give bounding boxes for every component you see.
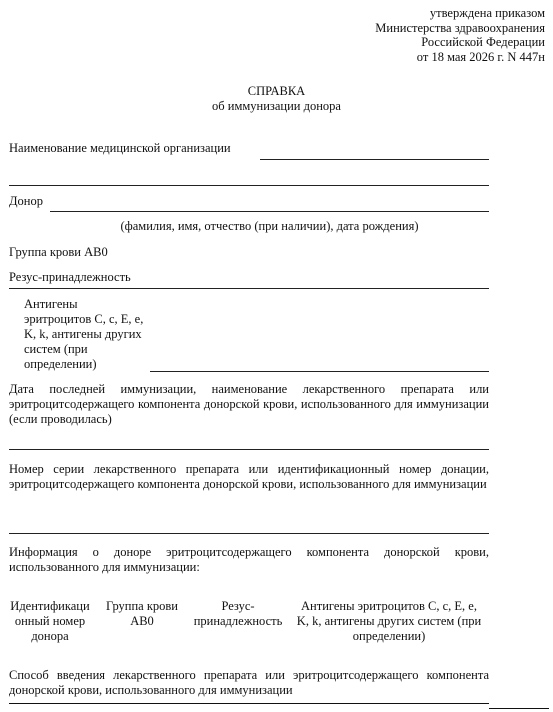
antigens-line: определении) (24, 357, 97, 371)
table-cell: Группа крови (106, 599, 178, 613)
table-cell: принадлежность (193, 614, 283, 628)
table-cell: Антигены эритроцитов C, c, E, e, (301, 599, 477, 613)
header-line-3: Российской Федерации (421, 35, 545, 49)
antigens-line-fill[interactable] (150, 371, 489, 372)
table-cell: АВ0 (130, 614, 154, 628)
header-line-2: Министерства здравоохранения (375, 20, 545, 35)
table-cell: донора (31, 629, 69, 643)
table-cell: онный номер (14, 614, 86, 628)
blood-group-value: АВ0 (84, 245, 108, 259)
last-immunization-line[interactable] (9, 449, 489, 450)
last-immunization-text: Дата последней иммунизации, наименование лекарственного препарата или эритроцитсодержащего компонента донорской крови, использованного для иммунизации (если проводилась) (9, 382, 489, 426)
donor-line[interactable] (50, 211, 489, 212)
series-number-line[interactable] (9, 533, 489, 534)
title-sub: об иммунизации донора (212, 99, 341, 113)
table-cell: Идентификаци (10, 599, 90, 613)
header-line-4: от 18 мая 2026 г. N 447н (416, 49, 545, 64)
organization-line[interactable] (260, 159, 489, 160)
table-col-id (4, 599, 96, 644)
rh-line[interactable] (9, 288, 489, 289)
blood-group (9, 245, 108, 260)
blood-group-label: Группа крови (9, 245, 81, 259)
table-col-blood-group (100, 599, 184, 629)
table-cell: K, k, антигены других систем (при (296, 614, 482, 628)
antigens-label (24, 297, 143, 372)
donor-label: Донор (9, 194, 43, 208)
table-cell: Резус- (221, 599, 255, 613)
organization-label: Наименование медицинской организации (9, 141, 231, 155)
antigens-line: систем (при (24, 342, 88, 356)
series-number-text: Номер серии лекарственного препарата или идентификационный номер донации, эритроцитсодержащего компонента донорской крови, использованного для иммунизации (9, 462, 489, 491)
rh-label: Резус-принадлежность (9, 270, 131, 284)
title-main: СПРАВКА (247, 84, 306, 98)
method-text: Способ введения лекарственного препарата или эритроцитсодержащего компонента донорской крови, использованного для иммунизации (9, 668, 489, 697)
antigens-line: K, k, антигены других (24, 327, 142, 341)
antigens-line: эритроцитов C, c, E, e, (24, 312, 144, 326)
order-header (375, 6, 545, 64)
table-col-rh (188, 599, 288, 629)
table-col-antigens (290, 599, 488, 644)
donor-info-text: Информация о доноре эритроцитсодержащего компонента донорской крови, использованного для иммунизации: (9, 545, 489, 574)
page-edge-line (489, 708, 549, 709)
header-line-1: утверждена приказом (429, 6, 545, 20)
organization-line-2[interactable] (9, 185, 489, 186)
method-line[interactable] (9, 703, 489, 704)
antigens-line: Антигены (24, 297, 78, 311)
table-cell: определении) (352, 629, 426, 643)
donor-hint: (фамилия, имя, отчество (при наличии), дата рождения) (120, 219, 419, 233)
document-title (0, 84, 553, 114)
